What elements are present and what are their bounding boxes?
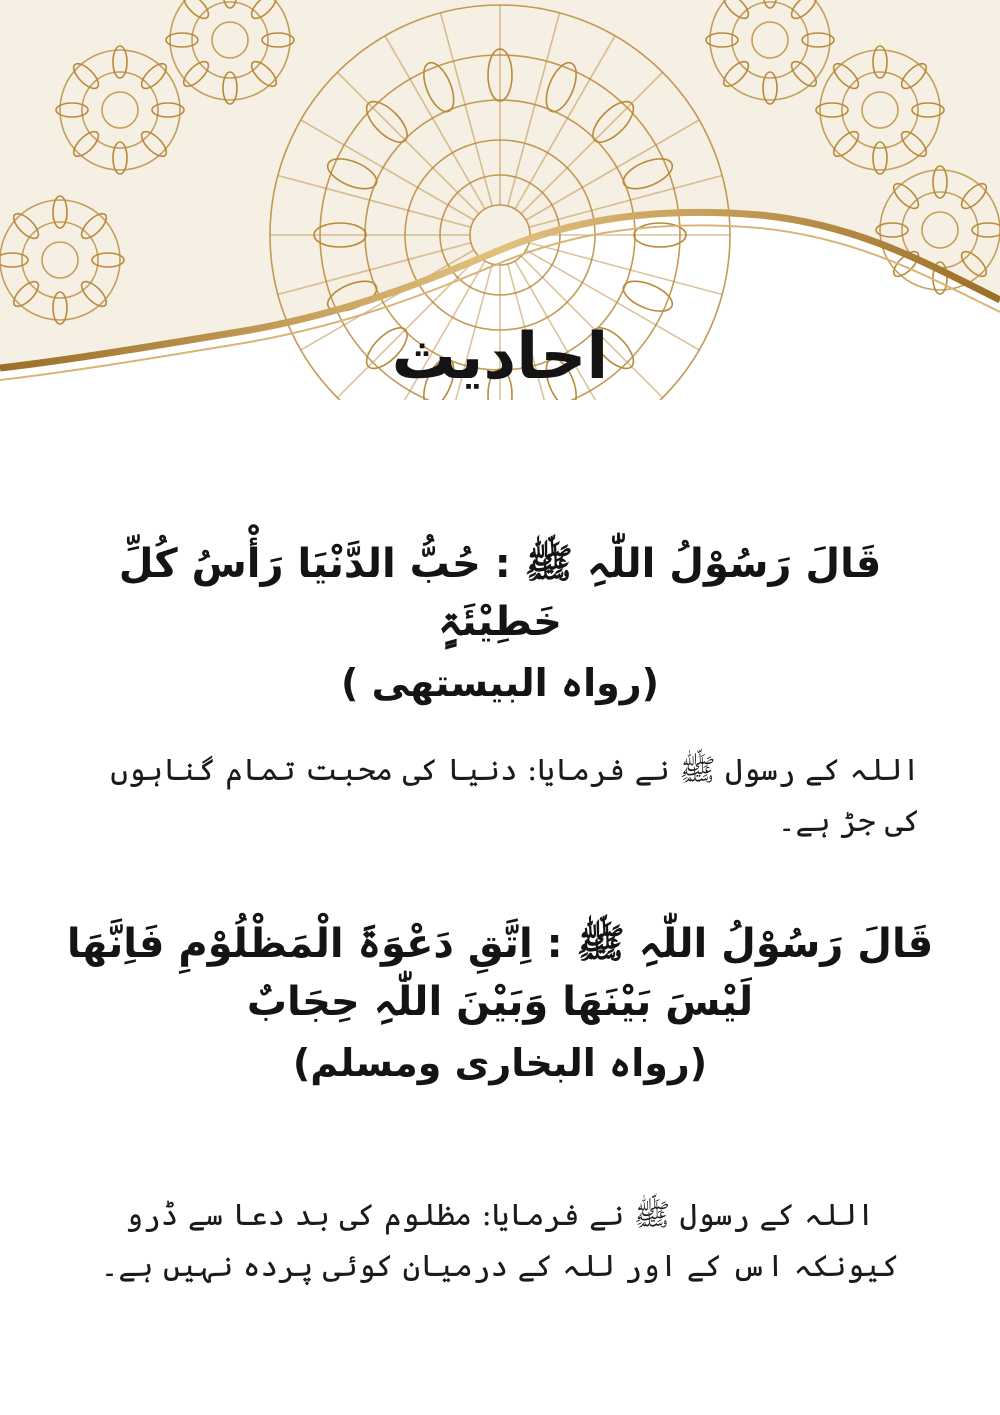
mandala-petal	[619, 275, 676, 317]
hadith-1-arabic: قَالَ رَسُوْلُ اللّٰہِ ﷺ : حُبُّ الدَّنْیَا رَأْسُ کُلِّ خَطِیْئَۃٍ	[118, 541, 882, 645]
hadith-1	[60, 535, 940, 710]
hadith-2-arabic: قَالَ رَسُوْلُ اللّٰہِ ﷺ : اِتَّقِ دَعْوَۃَ الْمَظْلُوْمِ فَاِنَّھَا لَیْسَ بَیْنَھَا وَبَیْنَ اللّٰہِ حِجَابٌ	[66, 921, 934, 1025]
page-title: احادیث	[391, 320, 609, 394]
hadith-2-translation: اللہ کے رسول ﷺ نے فرمایا: مظلوم کی بد دعا سے ڈرو کیونکہ اس کے اور للہ کے درمیان کوئی پردہ نہیں ہے۔	[100, 1198, 900, 1284]
hadith-2	[60, 915, 940, 1090]
hadith-2-source: (رواہ البخاری ومسلم)	[292, 1041, 708, 1085]
hadith-1-translation: اللہ کے رسول ﷺ نے فرمایا: دنیا کی محبت تمام گناہوں کی جڑ ہے۔	[110, 753, 920, 839]
hadith-1-source: (رواہ البیستھی )	[340, 661, 659, 705]
